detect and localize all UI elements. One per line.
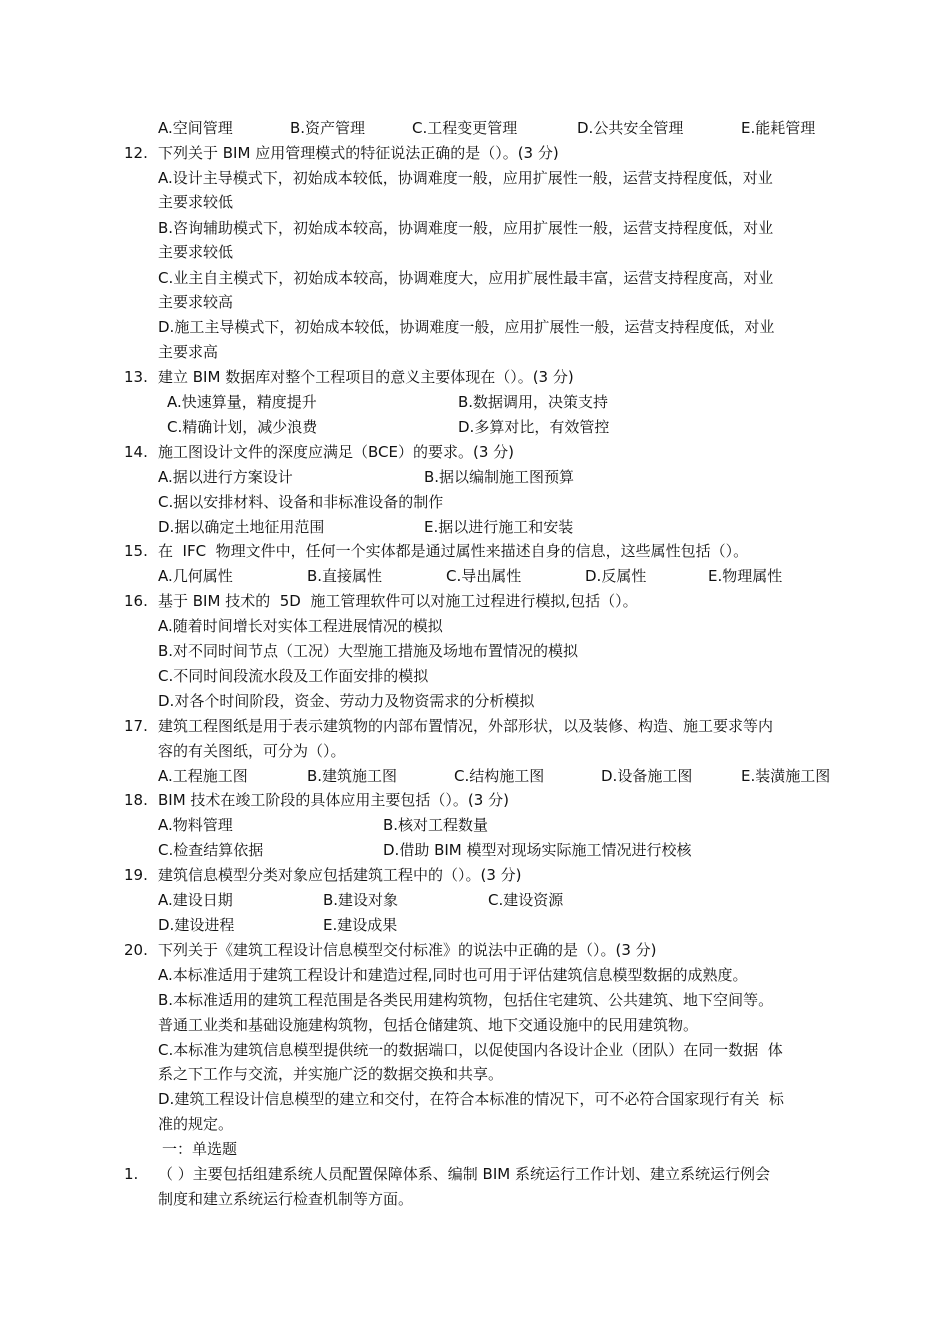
q12-option-b: B.咨询辅助模式下，初始成本较高，协调难度一般，应用扩展性一般，运营支持程度低，对业 xyxy=(158,219,774,237)
q14-option-d: D.据以确定土地征用范围 xyxy=(158,518,325,536)
q16-stem: 基于 BIM 技术的 5D 施工管理软件可以对施工过程进行模拟,包括（）。 xyxy=(158,592,638,610)
q19-option-a: A.建设日期 xyxy=(158,891,233,909)
s1-stem: （ ）主要包括组建系统人员配置保障体系、编制 BIM 系统运行工作计划、建立系统运行例会 xyxy=(158,1165,770,1183)
q20-option-a: A.本标准适用于建筑工程设计和建造过程,同时也可用于评估建筑信息模型数据的成熟度。 xyxy=(158,966,748,984)
q17-option-d: D.设备施工图 xyxy=(601,767,693,785)
q15-option-c: C.导出属性 xyxy=(446,567,522,585)
q20-option-b-cont: 普通工业类和基础设施建构筑物，包括仓储建筑、地下交通设施中的民用建筑物。 xyxy=(158,1016,699,1034)
q13-stem: 建立 BIM 数据库对整个工程项目的意义主要体现在（）。(3 分) xyxy=(158,368,574,386)
q12-option-d-cont: 主要求高 xyxy=(158,343,219,361)
q18-option-c: C.检查结算依据 xyxy=(158,841,264,859)
q13-number: 13. xyxy=(124,368,148,386)
q13-option-a: A.快速算量，精度提升 xyxy=(167,393,317,411)
q18-option-d: D.借助 BIM 模型对现场实际施工情况进行校核 xyxy=(383,841,692,859)
q15-option-a: A.几何属性 xyxy=(158,567,233,585)
q17-stem-cont: 容的有关图纸，可分为（）。 xyxy=(158,742,346,760)
q12-option-a-cont: 主要求较低 xyxy=(158,193,234,211)
q17-number: 17. xyxy=(124,717,148,735)
q11-option-b: B.资产管理 xyxy=(290,119,366,137)
q20-stem: 下列关于《建筑工程设计信息模型交付标准》的说法中正确的是（）。(3 分) xyxy=(158,941,657,959)
q19-option-b: B.建设对象 xyxy=(323,891,399,909)
q18-option-b: B.核对工程数量 xyxy=(383,816,489,834)
q20-option-c: C.本标准为建筑信息模型提供统一的数据端口，以促使国内各设计企业（团队）在同一数据 体 xyxy=(158,1041,783,1059)
q20-option-d-cont: 准的规定。 xyxy=(158,1115,234,1133)
q20-option-c-cont: 系之下工作与交流，并实施广泛的数据交换和共享。 xyxy=(158,1065,504,1083)
q19-option-e: E.建设成果 xyxy=(323,916,398,934)
q12-option-b-cont: 主要求较低 xyxy=(158,243,234,261)
q20-option-d: D.建筑工程设计信息模型的建立和交付，在符合本标准的情况下，可不必符合国家现行有关 标 xyxy=(158,1090,784,1108)
q12-option-c-cont: 主要求较高 xyxy=(158,293,234,311)
section-title: 一：单选题 xyxy=(162,1140,238,1158)
q11-option-e: E.能耗管理 xyxy=(741,119,816,137)
q14-option-c: C.据以安排材料、设备和非标准设备的制作 xyxy=(158,493,444,511)
q12-stem: 下列关于 BIM 应用管理模式的特征说法正确的是（）。(3 分) xyxy=(158,144,559,162)
q11-option-d: D.公共安全管理 xyxy=(577,119,684,137)
q12-number: 12. xyxy=(124,144,148,162)
q14-number: 14. xyxy=(124,443,148,461)
q13-option-c: C.精确计划，减少浪费 xyxy=(167,418,318,436)
q14-option-a: A.据以进行方案设计 xyxy=(158,468,293,486)
q17-option-c: C.结构施工图 xyxy=(454,767,545,785)
s1-stem-cont: 制度和建立系统运行检查机制等方面。 xyxy=(158,1190,414,1208)
q11-option-a: A.空间管理 xyxy=(158,119,233,137)
q14-option-e: E.据以进行施工和安装 xyxy=(424,518,574,536)
q20-option-b: B.本标准适用的建筑工程范围是各类民用建构筑物，包括住宅建筑、公共建筑、地下空间等。 xyxy=(158,991,774,1009)
q12-option-a: A.设计主导模式下，初始成本较低，协调难度一般，应用扩展性一般，运营支持程度低，对业 xyxy=(158,169,773,187)
q18-stem: BIM 技术在竣工阶段的具体应用主要包括（）。(3 分) xyxy=(158,791,509,809)
q19-stem: 建筑信息模型分类对象应包括建筑工程中的（）。(3 分) xyxy=(158,866,522,884)
q16-option-c: C.不同时间段流水段及工作面安排的模拟 xyxy=(158,667,429,685)
q19-number: 19. xyxy=(124,866,148,884)
q12-option-c: C.业主自主模式下，初始成本较高，协调难度大，应用扩展性最丰富，运营支持程度高，对业 xyxy=(158,269,774,287)
s1-number: 1. xyxy=(124,1165,139,1183)
q17-option-b: B.建筑施工图 xyxy=(307,767,398,785)
q13-option-b: B.数据调用，决策支持 xyxy=(458,393,609,411)
q16-option-d: D.对各个时间阶段，资金、劳动力及物资需求的分析模拟 xyxy=(158,692,535,710)
q18-option-a: A.物料管理 xyxy=(158,816,233,834)
q15-option-e: E.物理属性 xyxy=(708,567,783,585)
q16-option-a: A.随着时间增长对实体工程进展情况的模拟 xyxy=(158,617,443,635)
q20-number: 20. xyxy=(124,941,148,959)
q15-number: 15. xyxy=(124,542,148,560)
q16-option-b: B.对不同时间节点（工况）大型施工措施及场地布置情况的模拟 xyxy=(158,642,579,660)
q14-stem: 施工图设计文件的深度应满足（BCE）的要求。(3 分) xyxy=(158,443,514,461)
q11-option-c: C.工程变更管理 xyxy=(412,119,518,137)
q17-option-a: A.工程施工图 xyxy=(158,767,248,785)
q15-option-d: D.反属性 xyxy=(585,567,647,585)
q17-option-e: E.装潢施工图 xyxy=(741,767,831,785)
q19-option-c: C.建设资源 xyxy=(488,891,564,909)
q12-option-d: D.施工主导模式下，初始成本较低，协调难度一般，应用扩展性一般，运营支持程度低，对业 xyxy=(158,318,775,336)
q15-option-b: B.直接属性 xyxy=(307,567,383,585)
q14-option-b: B.据以编制施工图预算 xyxy=(424,468,575,486)
q13-option-d: D.多算对比，有效管控 xyxy=(458,418,610,436)
q17-stem: 建筑工程图纸是用于表示建筑物的内部布置情况，外部形状，以及装修、构造、施工要求等内 xyxy=(158,717,774,735)
q19-option-d: D.建设进程 xyxy=(158,916,235,934)
q15-stem: 在 IFC 物理文件中，任何一个实体都是通过属性来描述自身的信息，这些属性包括（）。 xyxy=(158,542,749,560)
q18-number: 18. xyxy=(124,791,148,809)
q16-number: 16. xyxy=(124,592,148,610)
